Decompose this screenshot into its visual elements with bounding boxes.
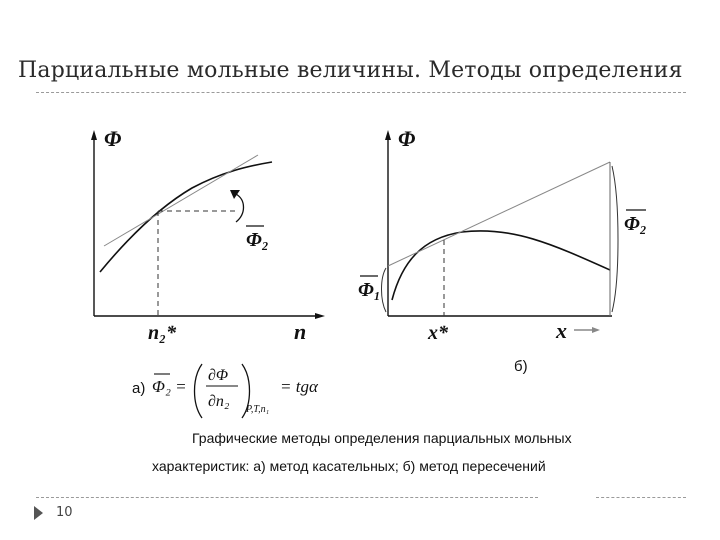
right-x-arrow-head xyxy=(592,327,600,333)
right-y-label: Φ xyxy=(398,126,416,151)
formula-denominator: ∂n₂ xyxy=(208,393,230,410)
right-plot xyxy=(358,126,647,344)
left-curved-arrow xyxy=(236,194,244,222)
left-tangent-line xyxy=(104,155,258,246)
slide-title: Парциальные мольные величины. Методы определения xyxy=(18,58,683,83)
item-a-label: а) xyxy=(132,380,146,397)
right-y-arrow xyxy=(385,130,391,140)
formula-left-paren xyxy=(195,364,203,418)
left-x-label: n xyxy=(294,319,307,344)
right-right-brace xyxy=(612,166,618,312)
slide-marker-icon xyxy=(34,506,43,520)
item-b-label: б) xyxy=(514,358,528,375)
left-y-label: Φ xyxy=(104,126,122,151)
left-curve xyxy=(100,162,272,272)
caption-line-1: Графические методы определения парциальных мольных xyxy=(192,430,572,446)
right-x-marker-label: x* xyxy=(428,322,448,344)
right-left-brace xyxy=(382,268,387,312)
right-curve xyxy=(392,231,610,300)
right-left-intercept-label: Φ₁ xyxy=(358,279,381,301)
bottom-divider-left xyxy=(36,497,538,498)
left-tangent-label: Φ₂ xyxy=(246,229,269,251)
left-x-marker-label: n₂* xyxy=(148,322,177,344)
formula-numerator: ∂Φ xyxy=(208,367,229,384)
left-plot xyxy=(91,126,325,344)
page-number: 10 xyxy=(56,505,73,520)
right-x-label: x xyxy=(556,318,567,343)
right-right-intercept-label: Φ₂ xyxy=(624,213,647,235)
right-secant-line xyxy=(388,162,610,266)
formula xyxy=(152,364,319,418)
formula-subscript: P,T,n₁ xyxy=(246,404,270,415)
left-curved-arrow-head xyxy=(230,190,240,199)
formula-rhs: = tgα xyxy=(280,377,318,396)
formula-lhs: Φ₂ = xyxy=(152,377,187,396)
caption-line-2: характеристик: а) метод касательных; б) метод пересечений xyxy=(152,458,546,474)
left-y-arrow xyxy=(91,130,97,140)
left-x-arrow xyxy=(315,313,325,319)
bottom-divider-right xyxy=(596,497,686,498)
